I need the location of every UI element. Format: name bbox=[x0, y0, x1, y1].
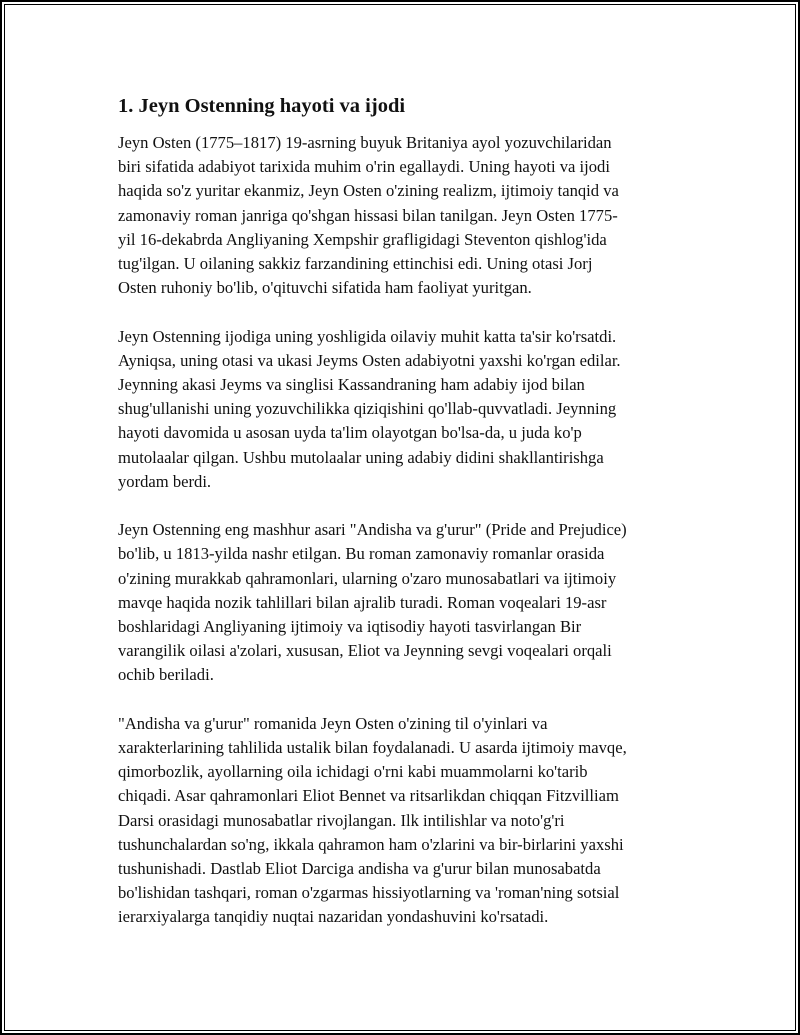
paragraph-line: chiqadi. Asar qahramonlari Eliot Bennet va ritsarlikdan chiqqan Fitzvilliam bbox=[118, 786, 619, 806]
paragraph-line: tushunishadi. Dastlab Eliot Darciga andisha va g'urur bilan munosabatda bbox=[118, 859, 601, 879]
paragraph-line: tushunchalardan so'ng, ikkala qahramon ham o'zlarini va bir-birlarini yaxshi bbox=[118, 834, 624, 854]
paragraph-line: Osten ruhoniy bo'lib, o'qituvchi sifatida ham faoliyat yuritgan. bbox=[118, 278, 532, 298]
paragraph-line: haqida so'z yuritar ekanmiz, Jeyn Osten o'zining realizm, ijtimoiy tanqid va bbox=[118, 181, 619, 201]
paragraph-line: Jeyn Osten (1775–1817) 19-asrning buyuk Britaniya ayol yozuvchilaridan bbox=[118, 133, 612, 152]
paragraph-gap bbox=[118, 494, 688, 518]
paragraph-line: Ayniqsa, uning otasi va ukasi Jeyms Osten adabiyotni yaxshi ko'rgan edilar. bbox=[118, 350, 621, 370]
paragraph-line: hayoti davomida u asosan uyda ta'lim olayotgan bo'lsa-da, u juda ko'p bbox=[118, 423, 582, 443]
paragraph-line: yordam berdi. bbox=[118, 471, 212, 491]
paragraph-4 bbox=[118, 712, 688, 930]
paragraph-line: varangilik oilasi a'zolari, xususan, Eliot va Jeynning sevgi voqealari orqali bbox=[118, 641, 612, 661]
paragraph-line: Jeynning akasi Jeyms va singlisi Kassandraning ham adabiy ijod bilan bbox=[118, 375, 585, 395]
paragraph-line: bo'lishidan tashqari, roman o'zgarmas hissiyotlarning va 'roman'ning sotsial bbox=[118, 883, 620, 903]
section-title: 1. Jeyn Ostenning hayoti va ijodi bbox=[118, 95, 406, 117]
paragraph-line: mutolaalar qilgan. Ushbu mutolaalar uning adabiy didini shakllantirishga bbox=[118, 447, 604, 467]
paragraph-line: yil 16-dekabrda Angliyaning Xempshir grafligidagi Steventon qishlog'ida bbox=[118, 229, 607, 249]
paragraph-line: ochib beriladi. bbox=[118, 665, 214, 685]
paragraph-line: Darsi orasidagi munosabatlar rivojlangan. Ilk intilishlar va noto'g'ri bbox=[118, 810, 565, 830]
paragraph-line: ierarxiyalarga tanqidiy nuqtai nazaridan yondashuvini ko'rsatadi. bbox=[118, 907, 549, 927]
paragraph-line: xarakterlarining tahlilida ustalik bilan foydalanadi. U asarda ijtimoiy mavqe, bbox=[118, 738, 627, 758]
paragraph-2 bbox=[118, 325, 688, 494]
paragraph-3 bbox=[118, 518, 688, 687]
paragraph-gap bbox=[118, 688, 688, 712]
paragraph-line: tug'ilgan. U oilaning sakkiz farzandining ettinchisi edi. Uning otasi Jorj bbox=[118, 254, 593, 274]
paragraph-line: mavqe haqida nozik tahlillari bilan ajralib turadi. Roman voqealari 19-asr bbox=[118, 592, 607, 612]
paragraph-line: boshlaridagi Angliyaning ijtimoiy va iqtisodiy hayoti tasvirlangan Bir bbox=[118, 617, 582, 637]
paragraph-line: shug'ullanishi uning yozuvchilikka qiziqishini qo'llab-quvvatladi. Jeynning bbox=[118, 399, 617, 419]
paragraph-line: biri sifatida adabiyot tarixida muhim o'rin egallaydi. Uning hayoti va ijodi bbox=[118, 157, 610, 177]
paragraph-line: o'zining murakkab qahramonlari, ularning o'zaro munosabatlari va ijtimoiy bbox=[118, 568, 617, 588]
paragraph-line: Jeyn Ostenning ijodiga uning yoshligida oilaviy muhit katta ta'sir ko'rsatdi. bbox=[118, 326, 617, 346]
paragraph-line: "Andisha va g'urur" romanida Jeyn Osten o'zining til o'yinlari va bbox=[118, 713, 548, 733]
paragraph-line: Jeyn Ostenning eng mashhur asari "Andisha va g'urur" (Pride and Prejudice) bbox=[118, 520, 627, 540]
paragraph-gap bbox=[118, 300, 688, 324]
paragraph-line: qimorbozlik, ayollarning oila ichidagi o'rni kabi muammolarni ko'tarib bbox=[118, 762, 588, 782]
paragraph-line: zamonaviy roman janriga qo'shgan hissasi bilan tanilgan. Jeyn Osten 1775- bbox=[118, 205, 618, 225]
paragraph-1 bbox=[118, 131, 688, 300]
document-body bbox=[118, 94, 688, 930]
paragraph-line: bo'lib, u 1813-yilda nashr etilgan. Bu roman zamonaviy romanlar orasida bbox=[118, 544, 605, 564]
